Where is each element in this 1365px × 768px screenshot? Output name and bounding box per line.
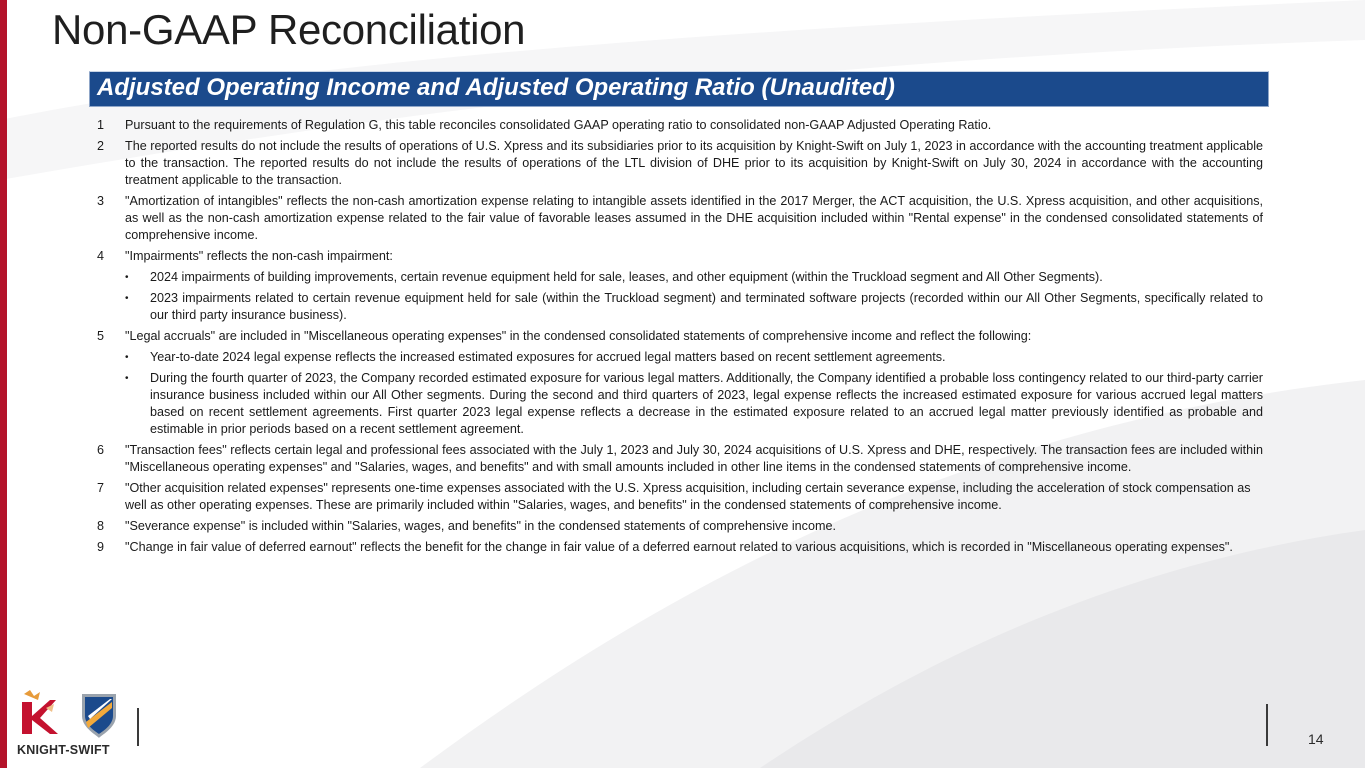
bullet-text: During the fourth quarter of 2023, the Company recorded estimated exposure for various legal matters. Additionally, the Company identified a probable loss contingency related to our third-party carrier insurance business included within our All Other segments. During the second and third quarters of 2023, legal expense reflects the increased estimated exposure for various accrued legal matters based on recent settlement agreements. First quarter 2023 legal expense reflects a decrease in the estimated exposure related to an accrued legal matter previously identified as probable and estimable in prior periods based on a recent settlement agreement. — [150, 371, 1263, 436]
footnote-text: "Change in fair value of deferred earnout" reflects the benefit for the change in fair value of a deferred earnout related to various acquisitions, which is recorded in "Miscellaneous operating expenses". — [125, 540, 1233, 554]
footnote-5-bullet-1 — [125, 349, 1263, 366]
footnote-4 — [97, 248, 1263, 265]
bullet-text: 2023 impairments related to certain revenue equipment held for sale (within the Truckload segment) and terminated software projects (recorded within our All Other Segments, specifically related to our third party insurance business). — [150, 291, 1263, 322]
bullet-text: Year-to-date 2024 legal expense reflects the increased estimated exposures for accrued legal matters based on recent settlement agreements. — [150, 350, 946, 364]
footnote-text: Pursuant to the requirements of Regulation G, this table reconciles consolidated GAAP operating ratio to consolidated non-GAAP Adjusted Operating Ratio. — [125, 118, 992, 132]
footnote-4-bullet-2 — [125, 290, 1263, 324]
footnote-2 — [97, 138, 1263, 189]
footnote-text: "Legal accruals" are included in "Miscellaneous operating expenses" in the condensed consolidated statements of comprehensive income and reflect the following: — [125, 329, 1032, 343]
swift-shield-emblem — [82, 694, 116, 738]
bullet-icon: • — [125, 293, 129, 304]
section-banner-title: Adjusted Operating Income and Adjusted Operating Ratio (Unaudited) — [97, 74, 895, 101]
footnote-number: 5 — [97, 329, 105, 343]
footnote-number: 2 — [97, 139, 105, 153]
knight-k-emblem — [22, 690, 58, 734]
logo-wordmark: KNIGHT-SWIFT — [17, 743, 110, 757]
bullet-text: 2024 impairments of building improvements, certain revenue equipment held for sale, leases, and other equipment (within the Truckload segment and All Other Segments). — [150, 270, 1103, 284]
footnote-9 — [97, 539, 1263, 556]
footnote-text: "Impairments" reflects the non-cash impairment: — [125, 249, 393, 263]
page-number: 14 — [1308, 731, 1324, 747]
footnotes-list — [97, 117, 1263, 560]
footnote-4-bullet-1 — [125, 269, 1263, 286]
bullet-icon: • — [125, 373, 129, 384]
bullet-icon: • — [125, 352, 129, 363]
footnote-7 — [97, 480, 1263, 514]
footnote-number: 3 — [97, 194, 105, 208]
footnote-number: 6 — [97, 443, 105, 457]
footnote-6 — [97, 442, 1263, 476]
footnote-text: "Amortization of intangibles" reflects the non-cash amortization expense relating to intangible assets identified in the 2017 Merger, the ACT acquisition, the U.S. Xpress acquisition, and other acquisitions, as well as the non-cash amortization expense related to the fair value of favorable leases assumed in the DHE acquisition included within "Rental expense" in the condensed consolidated statements of comprehensive income. — [125, 194, 1263, 242]
bullet-icon: • — [125, 272, 129, 283]
section-banner — [89, 71, 1269, 107]
footnote-number: 8 — [97, 519, 105, 533]
footnote-5-bullet-2 — [125, 370, 1263, 438]
footnote-1 — [97, 117, 1263, 134]
footnote-text: The reported results do not include the results of operations of U.S. Xpress and its subsidiaries prior to its acquisition by Knight-Swift on July 1, 2023 in accordance with the accounting treatment applicable to the transaction. The reported results do not include the results of operations of the LTL division of DHE prior to its acquisition by Knight-Swift on July 30, 2024 in accordance with the accounting treatment applicable to the transaction. — [125, 139, 1263, 187]
footnote-8 — [97, 518, 1263, 535]
footnote-number: 4 — [97, 249, 105, 263]
footnote-text: "Severance expense" is included within "Salaries, wages, and benefits" in the condensed statements of comprehensive income. — [125, 519, 836, 533]
footnote-number: 7 — [97, 481, 105, 495]
footer-divider-right — [1266, 704, 1268, 746]
footnote-number: 1 — [97, 118, 105, 132]
footnote-3 — [97, 193, 1263, 244]
page-title: Non-GAAP Reconciliation — [52, 6, 526, 53]
footer-divider-left — [137, 708, 139, 746]
footnote-number: 9 — [97, 540, 105, 554]
footnote-text: "Other acquisition related expenses" represents one-time expenses associated with the U.S. Xpress acquisition, including certain severance expense, including the acceleration of stock compensation as well as other operating expenses. These are primarily included within "Salaries, wages, and benefits" in the condensed statements of comprehensive income. — [125, 481, 1251, 512]
footnote-5 — [97, 328, 1263, 345]
left-accent-bar — [0, 0, 7, 768]
footnote-text: "Transaction fees" reflects certain legal and professional fees associated with the July 1, 2023 and July 30, 2024 acquisitions of U.S. Xpress and DHE, respectively. The transaction fees are included within "Miscellaneous operating expenses" and "Salaries, wages, and benefits" and with small amounts included in other line items in the condensed statements of comprehensive income. — [125, 443, 1263, 474]
